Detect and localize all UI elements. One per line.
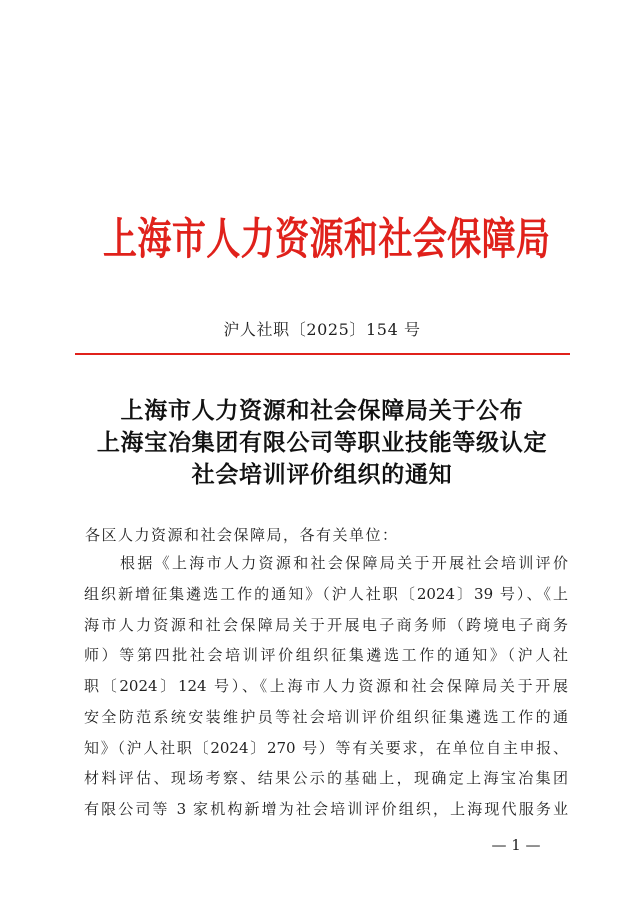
body-line: 有限公司等 3 家机构新增为社会培训评价组织，上海现代服务业 <box>84 800 568 818</box>
body-line: 师）等第四批社会培训评价组织征集遴选工作的通知》（沪人社 <box>84 646 568 665</box>
salutation: 各区人力资源和社会保障局，各有关单位： <box>85 526 399 544</box>
title-line: 上海宝冶集团有限公司等职业技能等级认定 <box>96 429 548 456</box>
body-line: 安全防范系统安装维护员等社会培训评价组织征集遴选工作的通 <box>84 707 568 726</box>
body-line: 材料评估、现场考察、结果公示的基础上，现确定上海宝冶集团 <box>84 769 568 788</box>
body-line: 海市人力资源和社会保障局关于开展电子商务师（跨境电子商务 <box>84 615 568 634</box>
letterhead-red-rule <box>75 353 570 355</box>
page-number: — 1 — <box>491 836 541 854</box>
body-line: 根据《上海市人力资源和社会保障局关于开展社会培训评价 <box>120 554 568 572</box>
notice-title <box>0 395 644 491</box>
body-line: 知》（沪人社职〔2024〕270 号）等有关要求，在单位自主申报、 <box>84 738 568 757</box>
document-number: 沪人社职〔2025〕154 号 <box>223 320 421 339</box>
title-line: 社会培训评价组织的通知 <box>191 461 453 488</box>
agency-letterhead: 上海市人力资源和社会保障局 <box>103 214 550 266</box>
body-line: 组织新增征集遴选工作的通知》（沪人社职〔2024〕39 号）、《上 <box>84 584 568 603</box>
title-line: 上海市人力资源和社会保障局关于公布 <box>120 397 524 424</box>
body-line: 职〔2024〕124 号）、《上海市人力资源和社会保障局关于开展 <box>84 677 568 695</box>
body-paragraph <box>84 548 568 825</box>
